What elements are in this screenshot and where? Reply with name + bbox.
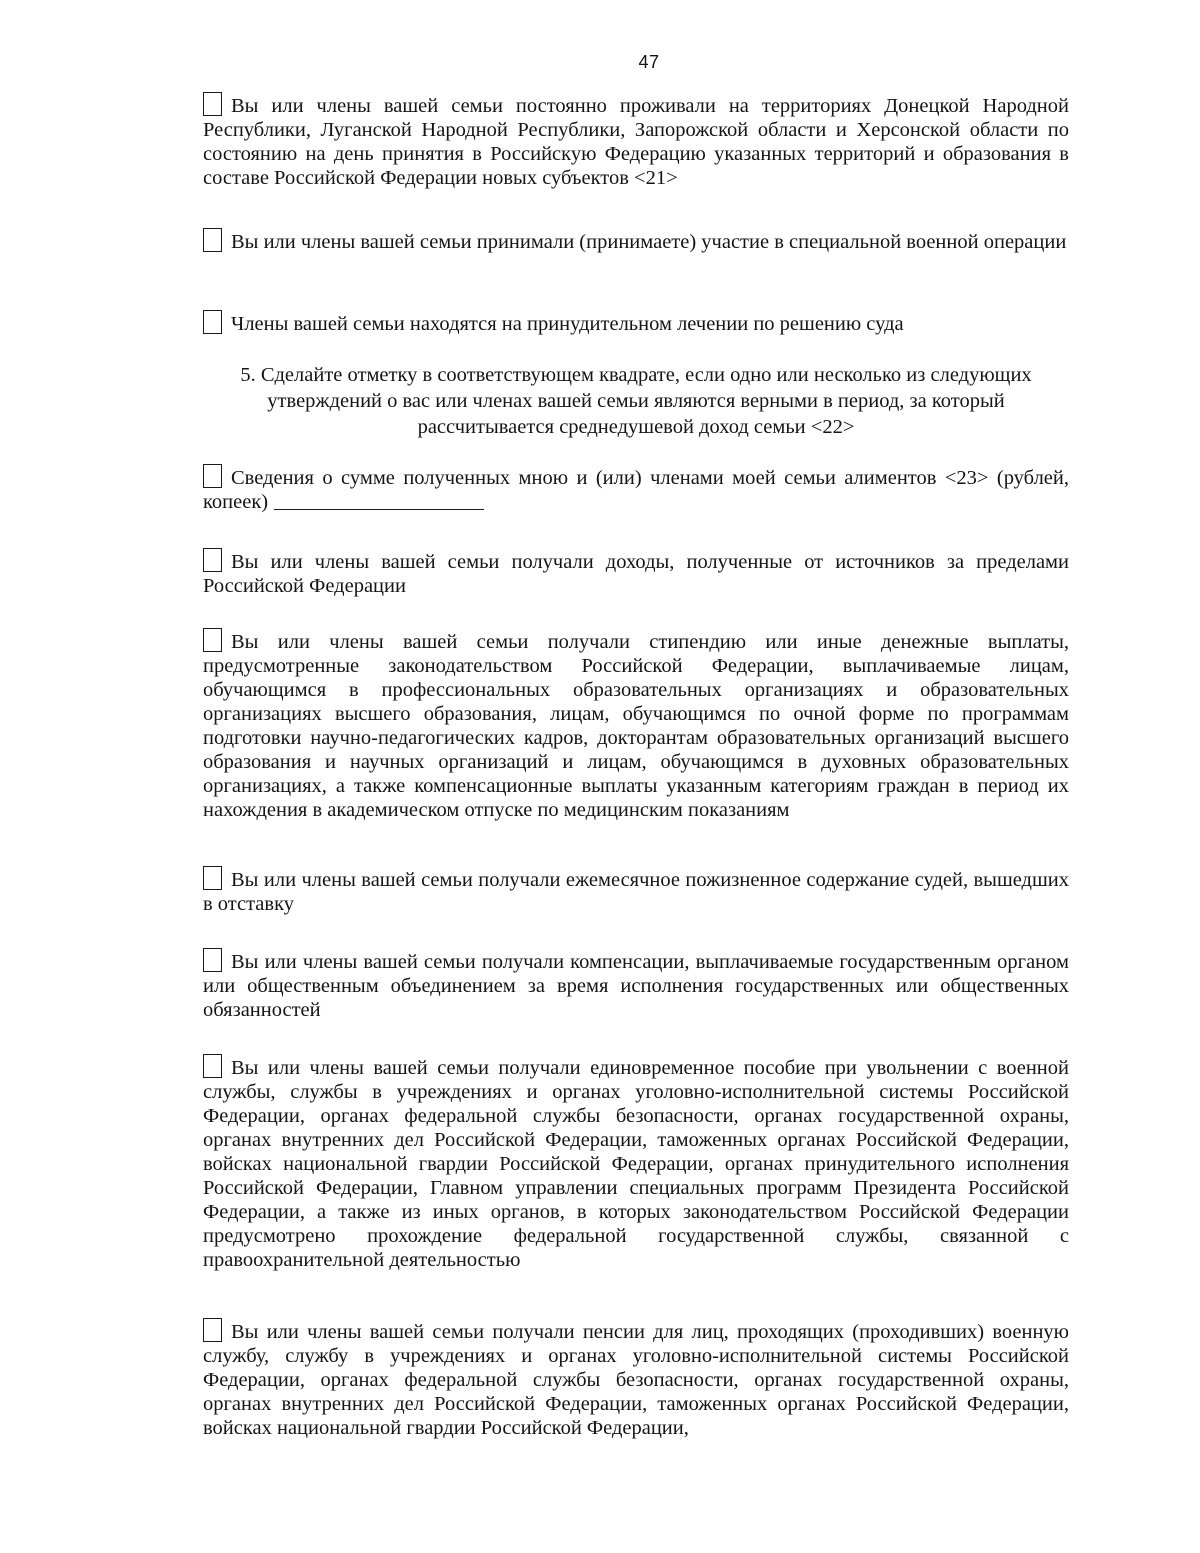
checkbox-item-label: Вы или члены вашей семьи получали компенсации, выплачиваемые государственным органом или общественным объединением за время исполнения государственных или общественных обязанностей (203, 951, 1069, 1021)
checkbox-item-label: Вы или члены вашей семьи получали единовременное пособие при увольнении с военной службы, службы в учреждениях и органах уголовно-исполнительной системы Российской Федерации, органах федеральной службы безопасности, органах государственной охраны, органах внутренних дел Российской Федерации, таможенных органах Российской Федерации, войсках национальной гвардии Российской Федерации, органах принудительного исполнения Российской Федерации, Главном управлении специальных программ Президента Российской Федерации, а также из иных органов, в которых законодательством Российской Федерации предусмотрено прохождение федеральной государственной службы, связанной с правоохранительной деятельностью (203, 1057, 1069, 1271)
checkbox-item-label: Члены вашей семьи находятся на принудительном лечении по решению суда (231, 313, 904, 335)
checkbox-item-label: Вы или члены вашей семьи получали пенсии для лиц, проходящих (проходивших) военную службу, службу в учреждениях и органах уголовно-исполнительной системы Российской Федерации, органах федеральной службы безопасности, органах государственной охраны, органах внутренних дел Российской Федерации, таможенных органах Российской Федерации, войсках национальной гвардии Российской Федерации, (203, 1321, 1069, 1439)
checkbox[interactable] (203, 310, 222, 334)
checkbox[interactable] (203, 948, 222, 972)
checkbox-item-compulsory-treatment[interactable] (203, 310, 1069, 336)
checkbox-item-state-duty-compensation[interactable] (203, 948, 1069, 1022)
checkbox-item-judges-allowance[interactable] (203, 866, 1069, 916)
checkbox-item-service-pension[interactable] (203, 1318, 1069, 1440)
checkbox[interactable] (203, 464, 222, 488)
alimony-amount-field[interactable] (274, 491, 484, 510)
checkbox-item-dismissal-allowance[interactable] (203, 1054, 1069, 1272)
page-number: 47 (638, 52, 660, 72)
checkbox-item-scholarship[interactable] (203, 628, 1069, 822)
checkbox[interactable] (203, 92, 222, 116)
checkbox[interactable] (203, 548, 222, 572)
checkbox[interactable] (203, 628, 222, 652)
checkbox[interactable] (203, 1318, 222, 1342)
checkbox-item-foreign-income[interactable] (203, 548, 1069, 598)
checkbox-item-dnr-lnr-residence[interactable] (203, 92, 1069, 190)
checkbox[interactable] (203, 228, 222, 252)
checkbox[interactable] (203, 1054, 222, 1078)
checkbox-item-svo-participation[interactable] (203, 228, 1069, 254)
checkbox-item-label: Вы или члены вашей семьи получали стипендию или иные денежные выплаты, предусмотренные законодательством Российской Федерации, выплачиваемые лицам, обучающимся в профессиональных образовательных организациях и образовательных организациях высшего образования, лицам, обучающимся по очной форме по программам подготовки научно-педагогических кадров, докторантам образовательных организаций высшего образования и научных организаций и лицам, обучающимся в духовных образовательных организациях, а также компенсационные выплаты указанным категориям граждан в период их нахождения в академическом отпуске по медицинским показаниям (203, 631, 1069, 821)
checkbox-item-label: Вы или члены вашей семьи постоянно проживали на территориях Донецкой Народной Республики, Луганской Народной Республики, Запорожской области и Херсонской области по состоянию на день принятия в Российскую Федерацию указанных территорий и образования в составе Российской Федерации новых субъектов <21> (203, 95, 1069, 189)
checkbox-item-label: Сведения о сумме полученных мною и (или) членами моей семьи алиментов <23> (рублей, копеек) (203, 467, 1069, 513)
checkbox-item-alimony[interactable] (203, 464, 1069, 514)
checkbox-item-label: Вы или члены вашей семьи получали ежемесячное пожизненное содержание судей, вышедших в отставку (203, 869, 1069, 915)
checkbox-item-label: Вы или члены вашей семьи получали доходы, полученные от источников за пределами Российской Федерации (203, 551, 1069, 597)
checkbox-item-label: Вы или члены вашей семьи принимали (принимаете) участие в специальной военной операции (231, 231, 1067, 253)
checkbox[interactable] (203, 866, 222, 890)
section-5-heading: 5. Сделайте отметку в соответствующем квадрате, если одно или несколько из следующих утверждений о вас или членах вашей семьи являются верными в период, за который рассчитывается среднедушевой доход семьи <22> (240, 364, 1032, 438)
